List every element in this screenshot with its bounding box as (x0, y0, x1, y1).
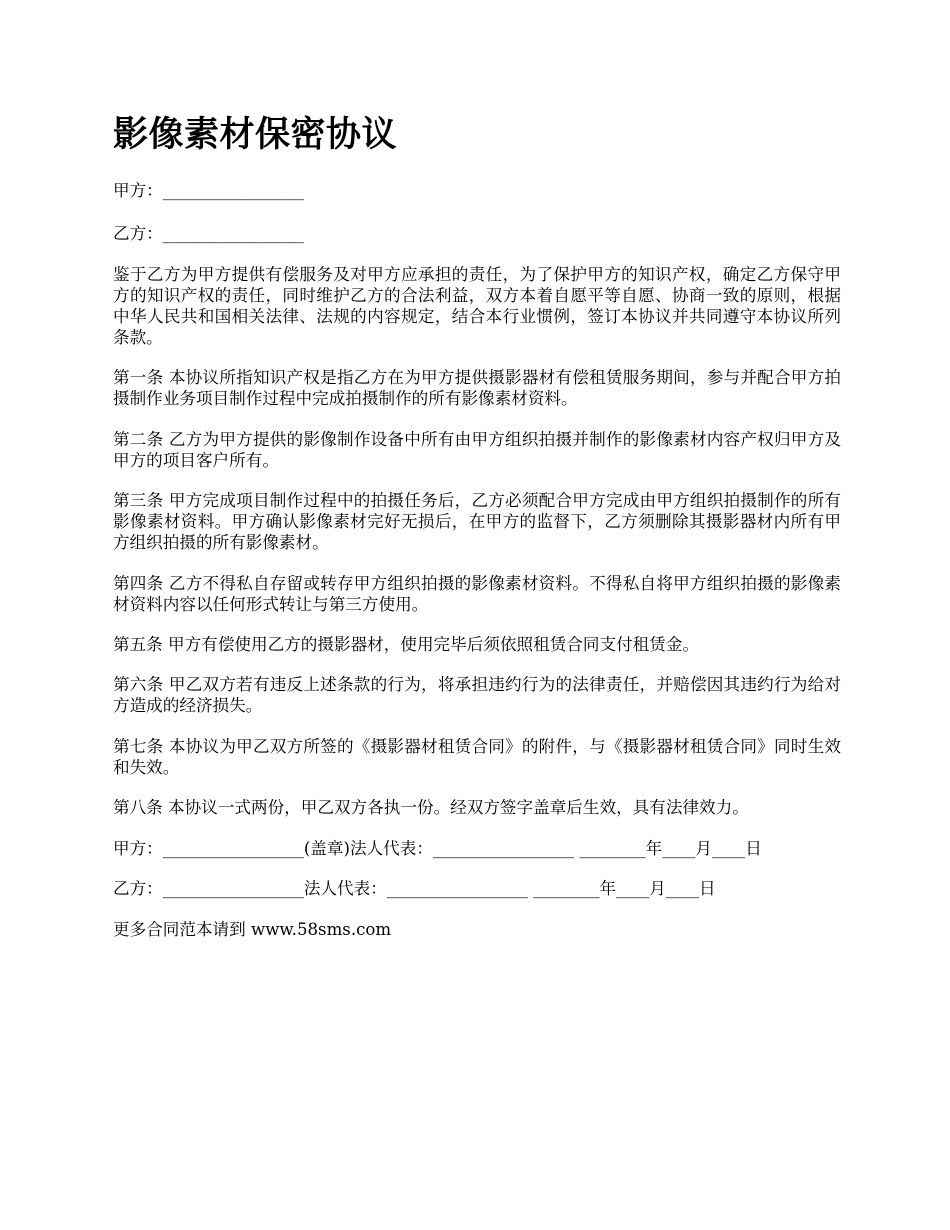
article-1: 第一条 本协议所指知识产权是指乙方在为甲方提供摄影器材有偿租赁服务期间，参与并配合甲方拍摄制作业务项目制作过程中完成拍摄制作的所有影像素材资料。 (113, 368, 841, 408)
article-7: 第七条 本协议为甲乙双方所签的《摄影器材租赁合同》的附件，与《摄影器材租赁合同》同时生效和失效。 (113, 737, 841, 777)
party-b-line: 乙方：_________________ (113, 224, 304, 243)
article-5: 第五条 甲方有偿使用乙方的摄影器材，使用完毕后须依照租赁合同支付租赁金。 (113, 635, 700, 654)
document-title: 影像素材保密协议 (113, 114, 398, 155)
footer-note: 更多合同范本请到 www.58sms.com (113, 920, 392, 939)
article-8: 第八条 本协议一式两份，甲乙双方各执一份。经双方签字盖章后生效，具有法律效力。 (113, 798, 749, 817)
signature-line-party-a: 甲方：_________________(盖章)法人代表：_________________ ________年____月____日 (113, 839, 762, 858)
signature-line-party-b: 乙方：_________________法人代表：_________________ ________年____月____日 (113, 879, 716, 898)
article-4: 第四条 乙方不得私自存留或转存甲方组织拍摄的影像素材资料。不得私自将甲方组织拍摄的影像素材资料内容以任何形式转让与第三方使用。 (113, 574, 841, 614)
preamble-paragraph: 鉴于乙方为甲方提供有偿服务及对甲方应承担的责任，为了保护甲方的知识产权，确定乙方保守甲方的知识产权的责任，同时维护乙方的合法利益，双方本着自愿平等自愿、协商一致的原则，根据中华人民共和国相关法律、法规的内容规定，结合本行业惯例，签订本协议并共同遵守本协议所列条款。 (113, 265, 841, 347)
article-2: 第二条 乙方为甲方提供的影像制作设备中所有由甲方组织拍摄并制作的影像素材内容产权归甲方及甲方的项目客户所有。 (113, 430, 841, 470)
party-a-line: 甲方：_________________ (113, 181, 304, 200)
article-6: 第六条 甲乙双方若有违反上述条款的行为，将承担违约行为的法律责任，并赔偿因其违约行为给对方造成的经济损失。 (113, 675, 841, 715)
article-3: 第三条 甲方完成项目制作过程中的拍摄任务后，乙方必须配合甲方完成由甲方组织拍摄制作的所有影像素材资料。甲方确认影像素材完好无损后，在甲方的监督下，乙方须删除其摄影器材内所有甲方组织拍摄的所有影像素材。 (113, 491, 841, 552)
